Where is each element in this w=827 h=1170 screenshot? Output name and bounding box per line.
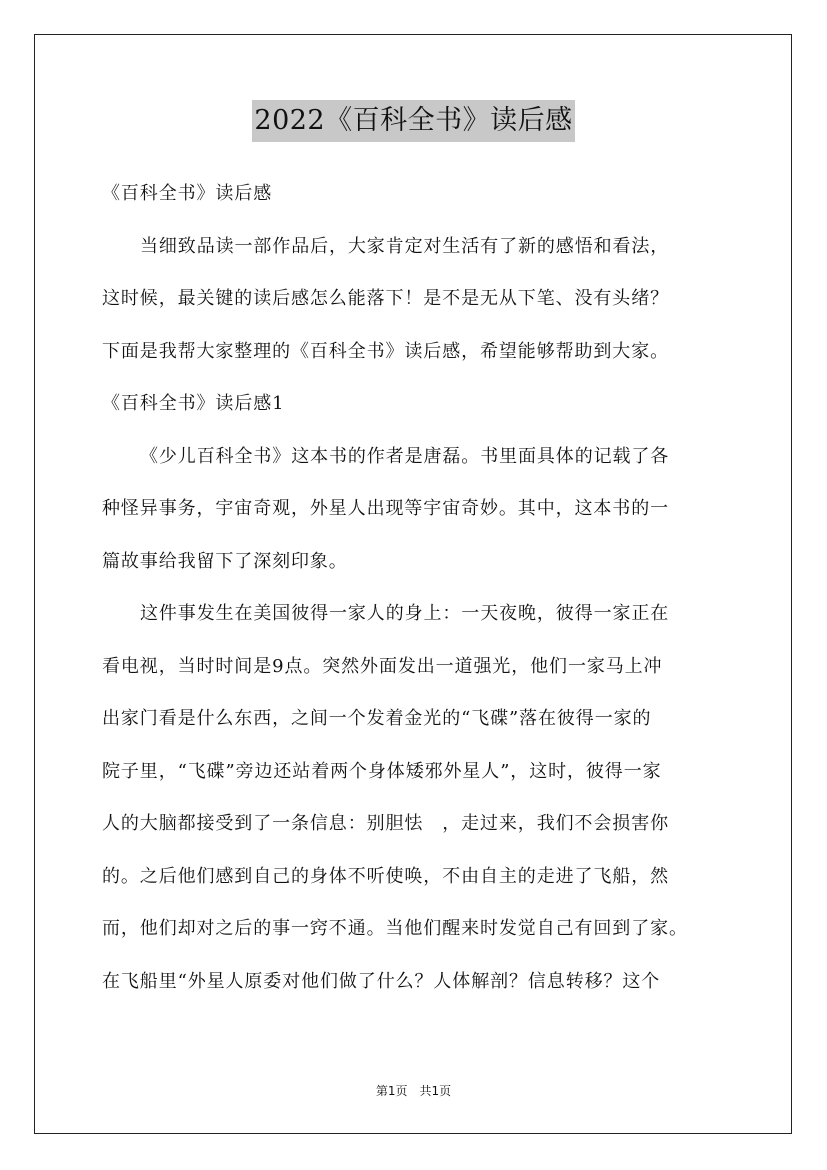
paragraph-line: 当细致品读一部作品后，大家肯定对生活有了新的感悟和看法， <box>140 235 670 257</box>
paragraph-line: 在飞船里“外星人原委对他们做了什么？人体解剖？信息转移？这个 <box>102 970 661 992</box>
document-body <box>102 168 742 1008</box>
paragraph-line: 篇故事给我留下了深刻印象。 <box>102 550 348 572</box>
section-heading: 《百科全书》读后感1 <box>102 393 285 414</box>
paragraph-line: 种怪异事务，宇宙奇观，外星人出现等宇宙奇妙。其中，这本书的一 <box>102 498 669 519</box>
paragraph-line: 而，他们却对之后的事一窍不通。当他们醒来时发觉自己有回到了家。 <box>102 918 688 939</box>
paragraph-line: 这件事发生在美国彼得一家人的身上：一天夜晚，彼得一家正在 <box>140 603 670 624</box>
page-footer: 第1页 共1页 <box>375 1084 452 1098</box>
paragraph-line: 出家门看是什么东西，之间一个发着金光的“飞碟”落在彼得一家的 <box>102 708 652 729</box>
paragraph-line: 看电视，当时时间是9点。突然外面发出一道强光，他们一家马上冲 <box>102 655 663 677</box>
paragraph-line: 《少儿百科全书》这本书的作者是唐磊。书里面具体的记载了各 <box>140 445 670 467</box>
document-title: 2022《百科全书》读后感 <box>252 100 574 142</box>
paragraph-line: 人的大脑都接受到了一条信息：别胆怯 ，走过来，我们不会损害你 <box>102 813 669 834</box>
paragraph-line: 院子里，“飞碟”旁边还站着两个身体矮邪外星人”，这时，彼得一家 <box>102 760 662 782</box>
title-container <box>0 100 827 142</box>
section-heading: 《百科全书》读后感 <box>102 183 273 204</box>
paragraph-line: 的。之后他们感到自己的身体不听使唤，不由自主的走进了飞船，然 <box>102 865 669 887</box>
paragraph-line: 这时候，最关键的读后感怎么能落下！是不是无从下笔、没有头绪？ <box>102 288 669 309</box>
paragraph-line: 下面是我帮大家整理的《百科全书》读后感，希望能够帮助到大家。 <box>102 340 669 362</box>
